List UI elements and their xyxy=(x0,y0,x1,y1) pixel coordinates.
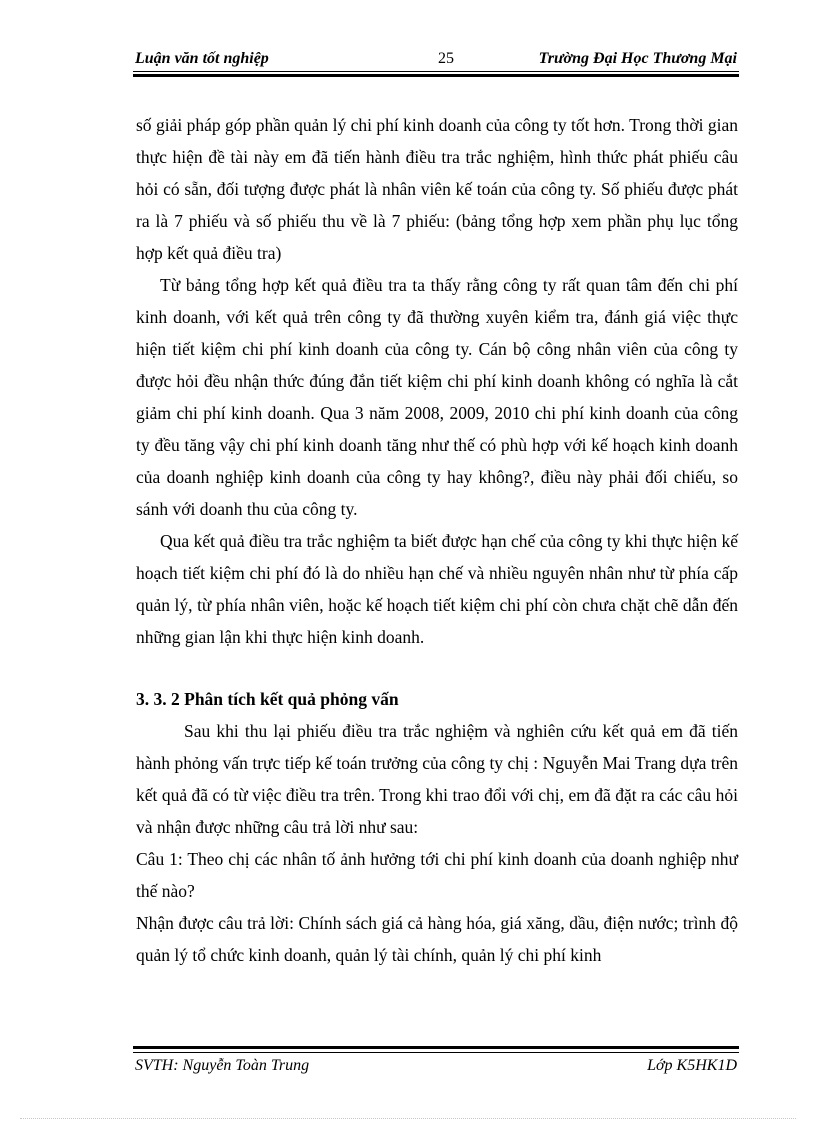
page-body xyxy=(136,109,738,971)
answer-1: Nhận được câu trả lời: Chính sách giá cả hàng hóa, giá xăng, dầu, điện nước; trình độ quản lý tổ chức kinh doanh, quản lý tài chính, quản lý chi phí kinh xyxy=(136,913,738,965)
header-rule-thin xyxy=(133,71,739,72)
paragraph-4: Sau khi thu lại phiếu điều tra trắc nghiệm và nghiên cứu kết quả em đã tiến hành phỏng vấn trực tiếp kế toán trưởng của công ty chị : Nguyễn Mai Trang dựa trên kết quả đã có từ việc điều tra trên. Trong khi trao đổi với chị, em đã đặt ra các câu hỏi và nhận được những câu trả lời như sau: xyxy=(136,721,738,837)
paragraph-2: Từ bảng tổng hợp kết quả điều tra ta thấy rằng công ty rất quan tâm đến chi phí kinh doanh, với kết quả trên công ty đã thường xuyên kiểm tra, đánh giá việc thực hiện tiết kiệm chi phí kinh doanh của công ty. Cán bộ công nhân viên của công ty được hỏi đều nhận thức đúng đắn tiết kiệm chi phí kinh doanh không có nghĩa là cắt giảm chi phí kinh doanh. Qua 3 năm 2008, 2009, 2010 chi phí kinh doanh của công ty đều tăng vậy chi phí kinh doanh tăng như thế có phù hợp với kế hoạch kinh doanh của doanh nghiệp kinh doanh của công ty hay không?, điều này phải đối chiếu, so sánh với doanh thu của công ty. xyxy=(136,275,738,519)
page-number: 25 xyxy=(438,50,454,67)
footer-rule-thick xyxy=(133,1046,739,1049)
footer-class-code: Lớp K5HK1D xyxy=(647,1057,737,1074)
header-university-label: Trường Đại Học Thương Mại xyxy=(538,50,737,67)
page-edge-divider xyxy=(20,1118,796,1119)
question-1: Câu 1: Theo chị các nhân tố ảnh hưởng tới chi phí kinh doanh của doanh nghiệp như thế nào? xyxy=(136,849,738,901)
footer-rule-thin xyxy=(133,1052,739,1053)
section-heading: 3. 3. 2 Phân tích kết quả phỏng vấn xyxy=(136,689,399,709)
header-rule-thick xyxy=(133,74,739,77)
page-header xyxy=(133,46,739,74)
paragraph-3: Qua kết quả điều tra trắc nghiệm ta biết được hạn chế của công ty khi thực hiện kế hoạch tiết kiệm chi phí đó là do nhiều hạn chế và nhiều nguyên nhân như từ phía cấp quản lý, từ phía nhân viên, hoặc kế hoạch tiết kiệm chi phí còn chưa chặt chẽ dẫn đến những gian lận khi thực hiện kinh doanh. xyxy=(136,531,738,647)
header-thesis-label: Luận văn tốt nghiệp xyxy=(135,50,269,67)
footer-student-name: SVTH: Nguyễn Toàn Trung xyxy=(135,1057,310,1074)
page-footer xyxy=(133,1046,739,1080)
paragraph-1: số giải pháp góp phần quản lý chi phí kinh doanh của công ty tốt hơn. Trong thời gian thực hiện đề tài này em đã tiến hành điều tra trắc nghiệm, hình thức phát phiếu câu hỏi có sẵn, đối tượng được phát là nhân viên kế toán của công ty. Số phiếu được phát ra là 7 phiếu và số phiếu thu về là 7 phiếu: (bảng tổng hợp xem phần phụ lục tổng hợp kết quả điều tra) xyxy=(136,115,738,263)
